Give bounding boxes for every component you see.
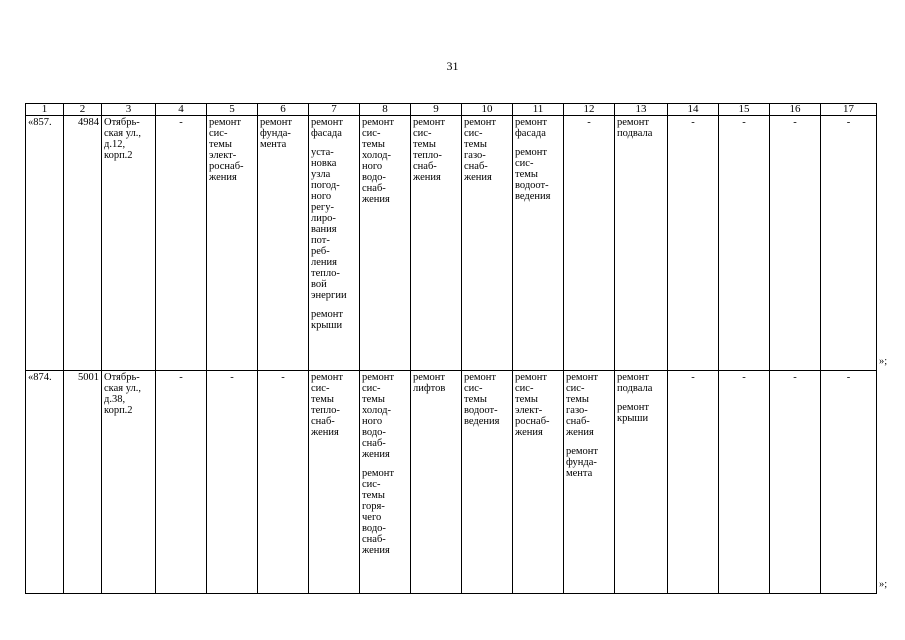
cell-text-line: горя- <box>362 501 385 512</box>
cell-text-line: сис- <box>209 128 228 139</box>
cell-text-line: снаб- <box>362 183 386 194</box>
cell-text-line: - <box>793 117 797 128</box>
cell-text-line: ремонт <box>515 147 548 158</box>
cell-text-line: темы <box>515 169 538 180</box>
cell-text-line: роснаб- <box>209 161 244 172</box>
cell-text-line: - <box>742 117 746 128</box>
cell-text-line: корп.2 <box>104 405 133 416</box>
cell-text-line: холод- <box>362 405 391 416</box>
cell-text-line: ремонт <box>311 372 344 383</box>
cell-text-line: снаб- <box>362 534 386 545</box>
cell-text-line: водоот- <box>515 180 549 191</box>
table-cell <box>821 116 877 371</box>
cell-text-line: темы <box>464 394 487 405</box>
table-cell <box>411 371 462 594</box>
table-cell <box>26 116 64 371</box>
cell-text-block <box>311 117 357 139</box>
cell-text-line: - <box>691 372 695 383</box>
cell-text-block <box>362 372 408 460</box>
table-cell <box>102 116 156 371</box>
column-number: 14 <box>668 104 719 116</box>
cell-text-line: ремонт <box>260 117 293 128</box>
cell-text-line: д.12, <box>104 139 126 150</box>
table-cell <box>360 116 411 371</box>
cell-text-block <box>772 372 818 383</box>
cell-text-line: снаб- <box>362 438 386 449</box>
cell-text-line: мента <box>566 468 593 479</box>
cell-text-line: газо- <box>464 150 486 161</box>
column-number: 17 <box>821 104 877 116</box>
cell-text-block <box>721 372 767 383</box>
cell-text-block <box>158 372 204 383</box>
column-number: 10 <box>462 104 513 116</box>
column-number-row <box>26 104 877 116</box>
cell-text-block <box>823 372 874 383</box>
cell-text-line: фунда- <box>260 128 291 139</box>
cell-text-line: - <box>179 372 183 383</box>
cell-text-line: узла <box>311 169 331 180</box>
table-row <box>26 371 877 594</box>
cell-text-line: - <box>846 372 851 383</box>
cell-text-block <box>566 446 612 479</box>
cell-text-line: жения <box>464 172 492 183</box>
cell-text-line: жения <box>311 427 339 438</box>
cell-text-line: новка <box>311 158 337 169</box>
cell-text-line: сис- <box>515 383 534 394</box>
cell-text-line: темы <box>566 394 589 405</box>
cell-text-line: ления <box>311 257 337 268</box>
cell-text-line: ремонт <box>464 372 497 383</box>
cell-text-line: - <box>179 117 183 128</box>
cell-text-line: лифтов <box>413 383 446 394</box>
cell-text-line: - <box>793 372 797 383</box>
cell-text-line: лиро- <box>311 213 336 224</box>
cell-text-line: ремонт <box>362 372 395 383</box>
cell-text-line: «874. <box>28 372 52 383</box>
cell-text-line: водо- <box>362 523 386 534</box>
cell-text-line: ного <box>362 416 383 427</box>
table-row <box>26 116 877 371</box>
table-cell <box>462 371 513 594</box>
table-cell <box>309 371 360 594</box>
cell-text-line: темы <box>311 394 334 405</box>
cell-text-line: ремонт <box>413 117 446 128</box>
table-cell <box>64 371 102 594</box>
cell-text-block <box>515 372 561 438</box>
cell-text-line: ного <box>362 161 383 172</box>
cell-text-line: - <box>281 372 285 383</box>
repair-schedule-table <box>25 103 877 594</box>
column-number: 5 <box>207 104 258 116</box>
cell-text-line: сис- <box>464 128 483 139</box>
cell-text-line: темы <box>413 139 436 150</box>
column-number: 16 <box>770 104 821 116</box>
table-cell <box>513 116 564 371</box>
cell-text-line: 4984 <box>78 117 99 128</box>
cell-text-line: водо- <box>362 172 386 183</box>
cell-text-line: водоот- <box>464 405 498 416</box>
cell-text-line: элект- <box>515 405 543 416</box>
cell-text-line: крыши <box>617 413 649 424</box>
cell-text-line: крыши <box>311 320 343 331</box>
cell-text-line: ремонт <box>566 446 599 457</box>
cell-text-line: газо- <box>566 405 588 416</box>
column-number: 4 <box>156 104 207 116</box>
cell-text-line: холод- <box>362 150 391 161</box>
cell-text-line: ремонт <box>413 372 446 383</box>
cell-text-block <box>66 117 99 128</box>
cell-text-line: ремонт <box>311 309 344 320</box>
table-cell <box>26 371 64 594</box>
table-cell <box>258 116 309 371</box>
cell-text-line: реб- <box>311 246 330 257</box>
cell-text-block <box>158 117 204 128</box>
cell-text-line: фасада <box>515 128 546 139</box>
cell-text-line: темы <box>515 394 538 405</box>
page-number: 31 <box>446 59 459 73</box>
cell-text-line: сис- <box>464 383 483 394</box>
cell-text-line: темы <box>362 139 385 150</box>
cell-text-line: сис- <box>362 479 381 490</box>
cell-text-line: сис- <box>362 383 381 394</box>
table-cell <box>513 371 564 594</box>
cell-text-block <box>104 117 153 161</box>
cell-text-line: ремонт <box>617 117 650 128</box>
cell-text-line: Отябрь- <box>104 117 140 128</box>
table-cell <box>258 371 309 594</box>
cell-text-line: подвала <box>617 128 653 139</box>
cell-text-block <box>515 147 561 202</box>
column-number: 3 <box>102 104 156 116</box>
cell-text-line: уста- <box>311 147 334 158</box>
cell-text-line: снаб- <box>311 416 335 427</box>
cell-text-line: сис- <box>362 128 381 139</box>
cell-text-line: ремонт <box>617 372 650 383</box>
cell-text-line: темы <box>362 394 385 405</box>
cell-text-line: ремонт <box>362 117 395 128</box>
cell-text-block <box>617 372 665 394</box>
cell-text-block <box>413 117 459 183</box>
cell-text-line: снаб- <box>566 416 590 427</box>
cell-text-line: снаб- <box>464 161 488 172</box>
cell-text-line: энергии <box>311 290 347 301</box>
cell-text-line: тепло- <box>413 150 442 161</box>
cell-text-block <box>28 372 61 383</box>
cell-text-line: ремонт <box>566 372 599 383</box>
table-cell <box>102 371 156 594</box>
cell-text-block <box>362 468 408 556</box>
cell-text-line: - <box>230 372 234 383</box>
cell-text-block <box>772 117 818 128</box>
cell-text-line: сис- <box>515 158 534 169</box>
cell-text-line: снаб- <box>413 161 437 172</box>
cell-text-line: - <box>587 117 591 128</box>
cell-text-line: темы <box>464 139 487 150</box>
table-cell <box>615 371 668 594</box>
cell-text-line: жения <box>362 194 390 205</box>
cell-text-line: ного <box>311 191 332 202</box>
cell-text-line: «857. <box>28 117 52 128</box>
table-cell <box>411 116 462 371</box>
cell-text-block <box>823 117 874 128</box>
table-cell <box>360 371 411 594</box>
cell-text-line: фасада <box>311 128 342 139</box>
cell-text-block <box>28 117 61 128</box>
table-cell <box>719 371 770 594</box>
table-cell <box>156 116 207 371</box>
cell-text-block <box>566 117 612 128</box>
cell-text-line: ская ул., <box>104 128 141 139</box>
cell-text-block <box>670 372 716 383</box>
table-cell <box>564 371 615 594</box>
cell-text-line: сис- <box>566 383 585 394</box>
cell-text-line: пот- <box>311 235 330 246</box>
column-number: 6 <box>258 104 309 116</box>
column-number: 11 <box>513 104 564 116</box>
cell-text-line: вания <box>311 224 337 235</box>
cell-text-line: чего <box>362 512 382 523</box>
cell-text-line: жения <box>566 427 594 438</box>
table-cell <box>564 116 615 371</box>
cell-text-line: д.38, <box>104 394 126 405</box>
table-cell <box>668 116 719 371</box>
cell-text-block <box>311 309 357 331</box>
column-number: 13 <box>615 104 668 116</box>
cell-text-line: жения <box>362 545 390 556</box>
cell-text-block <box>311 372 357 438</box>
cell-text-block <box>464 117 510 183</box>
cell-text-line: 5001 <box>78 372 99 383</box>
cell-text-line: жения <box>209 172 237 183</box>
cell-text-block <box>66 372 99 383</box>
cell-text-line: подвала <box>617 383 653 394</box>
cell-text-line: элект- <box>209 150 237 161</box>
table-cell <box>64 116 102 371</box>
cell-text-block <box>670 117 716 128</box>
cell-text-line: ремонт <box>617 402 650 413</box>
cell-text-block <box>515 117 561 139</box>
cell-text-line: жения <box>362 449 390 460</box>
table-cell <box>156 371 207 594</box>
cell-text-line: темы <box>362 490 385 501</box>
table-cell <box>719 116 770 371</box>
cell-text-line: тепло- <box>311 268 340 279</box>
cell-text-line: - <box>846 117 851 128</box>
cell-text-line: водо- <box>362 427 386 438</box>
table-cell <box>309 116 360 371</box>
cell-text-block <box>311 147 357 301</box>
cell-text-line: корп.2 <box>104 150 133 161</box>
table-cell <box>207 116 258 371</box>
cell-text-block <box>413 372 459 394</box>
cell-text-line: ремонт <box>515 117 548 128</box>
column-number: 7 <box>309 104 360 116</box>
cell-text-line: регу- <box>311 202 334 213</box>
cell-text-block <box>566 372 612 438</box>
row-end-mark: »; <box>879 579 888 590</box>
column-number: 9 <box>411 104 462 116</box>
table-cell <box>770 116 821 371</box>
cell-text-line: погод- <box>311 180 340 191</box>
table-cell <box>770 371 821 594</box>
cell-text-line: ремонт <box>515 372 548 383</box>
cell-text-block <box>209 372 255 383</box>
cell-text-line: ремонт <box>311 117 344 128</box>
column-number: 2 <box>64 104 102 116</box>
cell-text-line: вой <box>311 279 327 290</box>
cell-text-line: Отябрь- <box>104 372 140 383</box>
cell-text-line: - <box>742 372 746 383</box>
cell-text-line: фунда- <box>566 457 597 468</box>
cell-text-block <box>721 117 767 128</box>
cell-text-line: - <box>691 117 695 128</box>
table-cell <box>821 371 877 594</box>
cell-text-block <box>260 372 306 383</box>
cell-text-block <box>260 117 306 150</box>
cell-text-line: ремонт <box>362 468 395 479</box>
cell-text-block <box>209 117 255 183</box>
cell-text-line: жения <box>515 427 543 438</box>
cell-text-block <box>104 372 153 416</box>
table-cell <box>462 116 513 371</box>
cell-text-line: тепло- <box>311 405 340 416</box>
row-end-mark: »; <box>879 356 888 367</box>
cell-text-line: ведения <box>464 416 500 427</box>
cell-text-line: роснаб- <box>515 416 550 427</box>
cell-text-block <box>617 402 665 424</box>
table-cell <box>668 371 719 594</box>
cell-text-line: темы <box>209 139 232 150</box>
column-number: 15 <box>719 104 770 116</box>
cell-text-line: ремонт <box>209 117 242 128</box>
cell-text-line: сис- <box>413 128 432 139</box>
cell-text-line: сис- <box>311 383 330 394</box>
column-number: 8 <box>360 104 411 116</box>
cell-text-block <box>362 117 408 205</box>
column-number: 12 <box>564 104 615 116</box>
cell-text-line: ская ул., <box>104 383 141 394</box>
cell-text-line: ремонт <box>464 117 497 128</box>
cell-text-block <box>464 372 510 427</box>
cell-text-line: ведения <box>515 191 551 202</box>
cell-text-line: мента <box>260 139 287 150</box>
table-cell <box>615 116 668 371</box>
cell-text-block <box>617 117 665 139</box>
cell-text-line: жения <box>413 172 441 183</box>
column-number: 1 <box>26 104 64 116</box>
table-cell <box>207 371 258 594</box>
